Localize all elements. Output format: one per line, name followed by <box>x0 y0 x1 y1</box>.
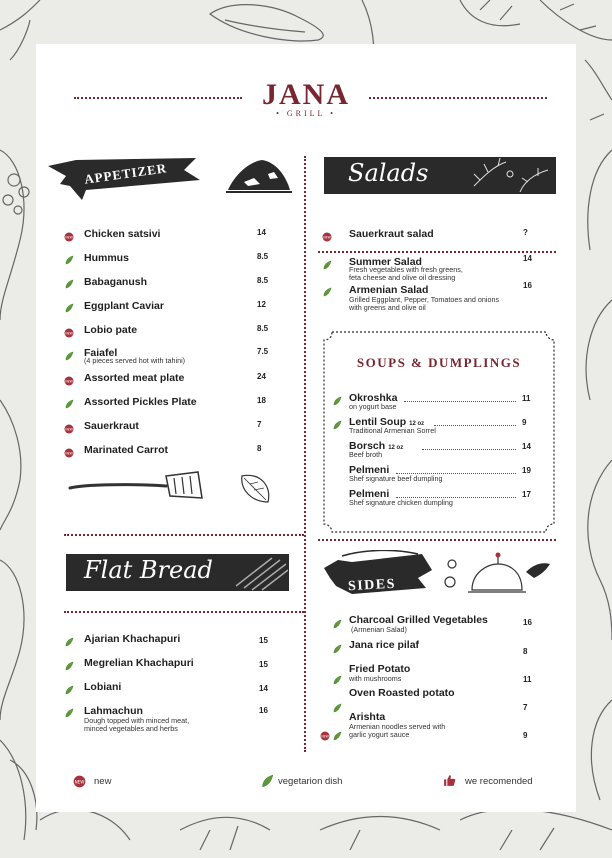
appetizer-name: Hummus <box>84 252 129 264</box>
flat-bread-name: Lobiani <box>84 681 122 693</box>
sides-title: SIDES <box>347 576 397 595</box>
flat-bread-price: 16 <box>259 706 268 715</box>
appetizer-price: 8.5 <box>257 276 269 285</box>
soup-name-text: Lentil Soup <box>349 416 407 428</box>
vegetarian-leaf-icon <box>64 705 74 715</box>
legend-vegetarian-label: vegetarion dish <box>278 776 343 787</box>
legend-new-label: new <box>94 776 112 787</box>
vegetarian-leaf-icon <box>64 300 74 310</box>
svg-text:NEW: NEW <box>65 379 73 384</box>
svg-text:NEW: NEW <box>65 427 73 432</box>
vegetarian-leaf-icon <box>332 641 342 651</box>
vegetarian-leaf-icon <box>332 672 342 682</box>
appetizer-price: 8.5 <box>257 324 269 333</box>
vegetarian-leaf-icon <box>64 252 74 262</box>
soup-name-text: Borsch <box>349 440 386 452</box>
soup-name: Okroshka <box>349 392 398 404</box>
new-icon <box>322 229 332 239</box>
tartlet-illustration <box>224 156 294 196</box>
appetizer-price: 7.5 <box>257 347 269 356</box>
appetizer-name: Lobio pate <box>84 324 138 336</box>
vegetarian-leaf-icon <box>64 682 74 692</box>
flat-bread-price: 15 <box>259 660 268 669</box>
appetizer-name: Assorted meat plate <box>84 372 185 384</box>
vegetarian-leaf-icon <box>260 774 274 788</box>
appetizer-name: Faiafel <box>84 347 118 359</box>
basil-leaf-illustration <box>236 468 276 508</box>
appetizer-price: 7 <box>257 420 262 429</box>
vegetarian-leaf-icon <box>64 658 74 668</box>
appetizer-name: Babaganush <box>84 276 148 288</box>
svg-text:NEW: NEW <box>321 734 329 739</box>
side-description: (Armenian Salad) <box>351 625 407 634</box>
soup-price: 11 <box>522 394 531 403</box>
appetizer-description: (4 pieces served hot with tahini) <box>84 356 186 365</box>
salad-price: ? <box>523 228 528 237</box>
new-icon <box>64 229 74 239</box>
svg-text:NEW: NEW <box>74 779 85 785</box>
grill-illustration <box>232 554 288 591</box>
flat-bread-name: Lahmachun <box>84 705 143 717</box>
salad-price: 14 <box>523 254 532 263</box>
new-icon <box>64 445 74 455</box>
soup-description: Traditional Armenian Sorrel <box>349 426 436 435</box>
new-icon <box>64 421 74 431</box>
soup-description: Shef signature beef dumpling <box>349 474 443 483</box>
appetizer-price: 12 <box>257 300 266 309</box>
vegetarian-leaf-icon <box>322 257 332 267</box>
new-icon <box>73 775 86 788</box>
salad-description: feta cheese and olive oil dressing <box>349 273 456 282</box>
soup-description: on yogurt base <box>349 402 397 411</box>
svg-text:NEW: NEW <box>65 331 73 336</box>
appetizer-price: 18 <box>257 396 266 405</box>
appetizer-price: 8 <box>257 444 262 453</box>
side-description: garlic yogurt sauce <box>349 730 410 739</box>
flat-bread-name: Ajarian Khachapuri <box>84 633 181 645</box>
vegetarian-leaf-icon <box>332 417 342 427</box>
svg-text:NEW: NEW <box>65 235 73 240</box>
salads-title: Salads <box>348 159 429 187</box>
side-price: 7 <box>523 703 528 712</box>
vegetarian-leaf-icon <box>64 634 74 644</box>
flat-bread-description: Dough topped with minced meat, <box>84 716 190 725</box>
vegetarian-leaf-icon <box>64 276 74 286</box>
left-section-divider-1 <box>64 534 304 536</box>
appetizer-name: Assorted Pickles Plate <box>84 396 197 408</box>
vegetarian-leaf-icon <box>332 393 342 403</box>
side-price: 8 <box>523 647 528 656</box>
thumbs-up-icon <box>443 774 456 787</box>
side-name: Jana rice pilaf <box>349 639 420 651</box>
right-section-divider-1 <box>318 251 556 253</box>
svg-text:NEW: NEW <box>65 451 73 456</box>
salad-name: Sauerkraut salad <box>349 228 434 240</box>
appetizer-price: 14 <box>257 228 266 237</box>
appetizer-name: Marinated Carrot <box>84 444 169 456</box>
soup-size: 12 oz <box>409 421 425 427</box>
salad-description: Grilled Eggplant, Pepper, Tomatoes and onions <box>349 295 500 304</box>
svg-text:NEW: NEW <box>323 235 331 240</box>
new-icon <box>64 373 74 383</box>
soup-price: 19 <box>522 466 531 475</box>
legend-recommended-label: we recomended <box>465 776 533 787</box>
soup-description: Shef signature chicken dumpling <box>349 498 453 507</box>
soup-size: 12 oz <box>388 445 404 451</box>
vertical-divider <box>304 156 306 752</box>
price-leader <box>434 420 516 426</box>
soup-price: 14 <box>522 442 531 451</box>
spatula-illustration <box>66 468 206 504</box>
side-description: with mushrooms <box>349 674 402 683</box>
flat-bread-description: minced vegetables and herbs <box>84 724 178 733</box>
appetizer-name: Sauerkraut <box>84 420 139 432</box>
herbs-illustration <box>464 156 554 196</box>
soup-name: Pelmeni <box>349 464 390 476</box>
side-name: Arishta <box>349 711 386 723</box>
appetizer-title: APPETIZER <box>83 160 168 187</box>
appetizer-name: Chicken satsivi <box>84 228 161 240</box>
vegetarian-leaf-icon <box>322 284 332 294</box>
side-price: 11 <box>523 675 532 684</box>
left-section-divider-2 <box>64 611 304 613</box>
soup-name: Pelmeni <box>349 488 390 500</box>
menu-card <box>36 44 576 812</box>
salad-description: with greens and olive oil <box>349 303 426 312</box>
vegetarian-leaf-icon <box>64 348 74 358</box>
price-leader <box>422 444 516 450</box>
vegetarian-leaf-icon <box>332 700 342 710</box>
flat-bread-title: Flat Bread <box>84 556 213 584</box>
brand-logo-subtitle: • GRILL • <box>276 109 336 118</box>
flat-bread-name: Megrelian Khachapuri <box>84 657 194 669</box>
new-icon <box>64 325 74 335</box>
side-name: Fried Potato <box>349 663 411 675</box>
soup-description: Beef broth <box>349 450 383 459</box>
flat-bread-price: 14 <box>259 684 268 693</box>
vegetarian-leaf-icon <box>64 396 74 406</box>
side-price: 9 <box>523 731 528 740</box>
salad-price: 16 <box>523 281 532 290</box>
flat-bread-price: 15 <box>259 636 268 645</box>
appetizer-name: Eggplant Caviar <box>84 300 164 312</box>
brand-logo-name: JANA <box>262 78 350 111</box>
side-name: Oven Roasted potato <box>349 687 455 699</box>
soups-title: SOUPS & DUMPLINGS <box>356 355 522 370</box>
soup-price: 9 <box>522 418 527 427</box>
vegetarian-leaf-icon <box>332 616 342 626</box>
price-leader <box>404 396 516 402</box>
salad-name: Armenian Salad <box>349 284 429 296</box>
salad-name: Summer Salad <box>349 256 422 268</box>
right-section-divider-2 <box>318 539 556 541</box>
soup-price: 17 <box>522 490 531 499</box>
side-name: Charcoal Grilled Vegetables <box>349 614 488 626</box>
new-icon <box>320 728 330 738</box>
appetizer-price: 24 <box>257 372 266 381</box>
appetizer-price: 8.5 <box>257 252 269 261</box>
salad-description: Fresh vegetables with fresh greens, <box>349 265 463 274</box>
side-description: Armenian noodles served with <box>349 722 446 731</box>
cloche-illustration <box>442 550 552 600</box>
side-price: 16 <box>523 618 532 627</box>
vegetarian-leaf-icon <box>332 728 342 738</box>
